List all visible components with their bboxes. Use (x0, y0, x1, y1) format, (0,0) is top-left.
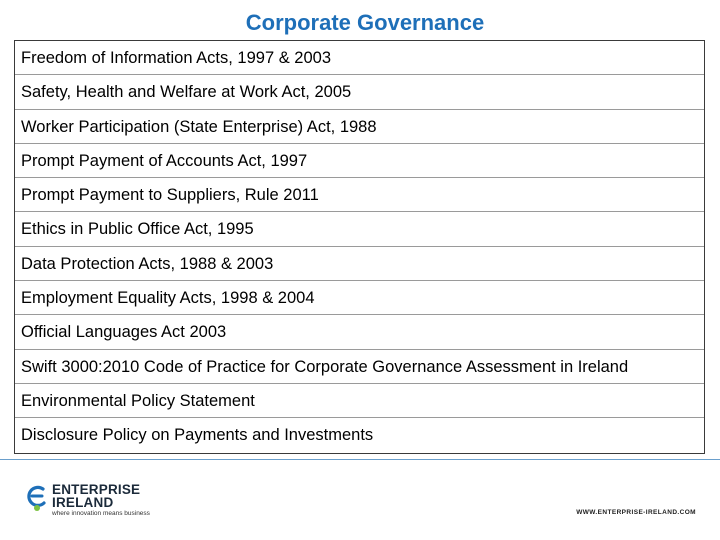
table-row: Safety, Health and Welfare at Work Act, 2005 (15, 75, 704, 109)
table-row: Environmental Policy Statement (15, 384, 704, 418)
table-row: Worker Participation (State Enterprise) Act, 1988 (15, 110, 704, 144)
logo-tagline: where innovation means business (52, 510, 150, 517)
page-title: Corporate Governance (245, 10, 485, 35)
logo-text-line2: IRELAND (52, 495, 114, 510)
table-row: Prompt Payment to Suppliers, Rule 2011 (15, 178, 704, 212)
table-row: Swift 3000:2010 Code of Practice for Corporate Governance Assessment in Ireland (15, 350, 704, 384)
governance-table (14, 40, 705, 454)
table-row: Ethics in Public Office Act, 1995 (15, 212, 704, 246)
footer-divider (0, 459, 720, 460)
website-url: WWW.ENTERPRISE-IRELAND.COM (576, 509, 696, 516)
table-row: Freedom of Information Acts, 1997 & 2003 (15, 41, 704, 75)
table-row: Disclosure Policy on Payments and Investments (21, 426, 374, 445)
enterprise-ireland-logo-mark-icon (26, 483, 48, 513)
table-row: Official Languages Act 2003 (15, 315, 704, 349)
table-row: Data Protection Acts, 1988 & 2003 (15, 247, 704, 281)
table-row: Employment Equality Acts, 1998 & 2004 (15, 281, 704, 315)
enterprise-ireland-logo (26, 481, 156, 521)
table-row: Prompt Payment of Accounts Act, 1997 (15, 144, 704, 178)
logo-text-line1: ENTERPRISE (52, 482, 141, 497)
